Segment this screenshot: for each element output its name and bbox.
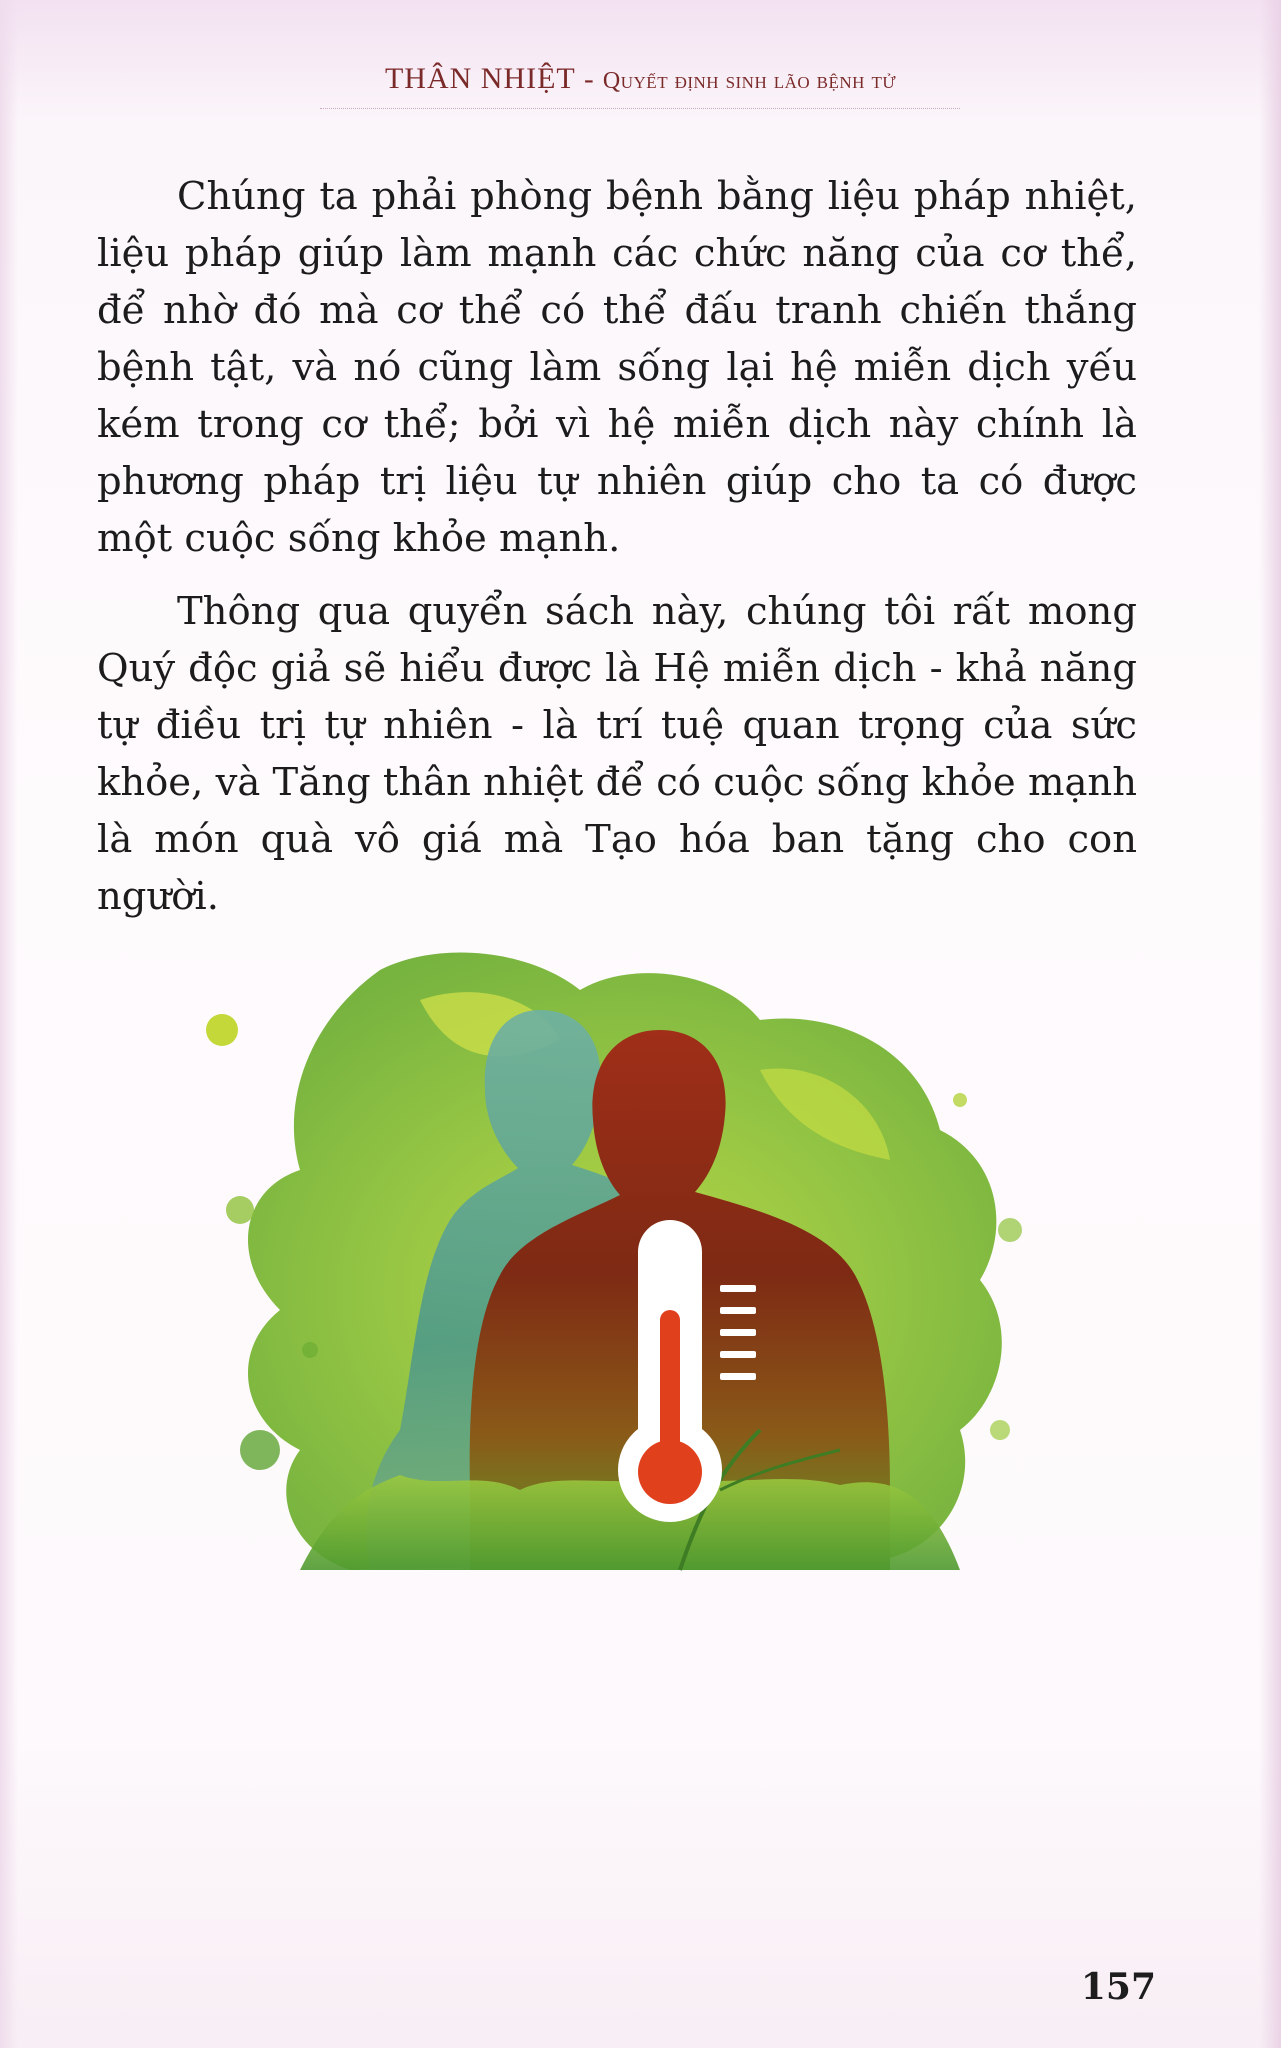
body-temperature-illustration (200, 930, 1060, 1590)
running-header (0, 62, 1281, 96)
running-header-separator: - (575, 63, 603, 95)
header-rule (320, 108, 960, 109)
page-edge-right (1259, 0, 1281, 2048)
page-edge-left (0, 0, 18, 2048)
running-header-title: THÂN NHIỆT (384, 62, 576, 95)
paragraph-2: Thông qua quyển sách này, chúng tôi rất mong Quý độc giả sẽ hiểu được là Hệ miễn dịch - khả năng tự điều trị tự nhiên - là trí tuệ quan trọng của sức khỏe, và Tăng thân nhiệt để có cuộc sống khỏe mạnh là món quà vô giá mà Tạo hóa ban tặng cho con người. (97, 589, 1137, 919)
page-number: 157 (1080, 1966, 1156, 2008)
paragraph-1: Chúng ta phải phòng bệnh bằng liệu pháp nhiệt, liệu pháp giúp làm mạnh các chức năng của cơ thể, để nhờ đó mà cơ thể có thể đấu tranh chiến thắng bệnh tật, và nó cũng làm sống lại hệ miễn dịch yếu kém trong cơ thể; bởi vì hệ miễn dịch này chính là phương pháp trị liệu tự nhiên giúp cho ta có được một cuộc sống khỏe mạnh. (97, 174, 1137, 561)
running-header-subtitle: Quyết định sinh lão bệnh tử (602, 68, 897, 94)
body-text (97, 168, 1137, 941)
